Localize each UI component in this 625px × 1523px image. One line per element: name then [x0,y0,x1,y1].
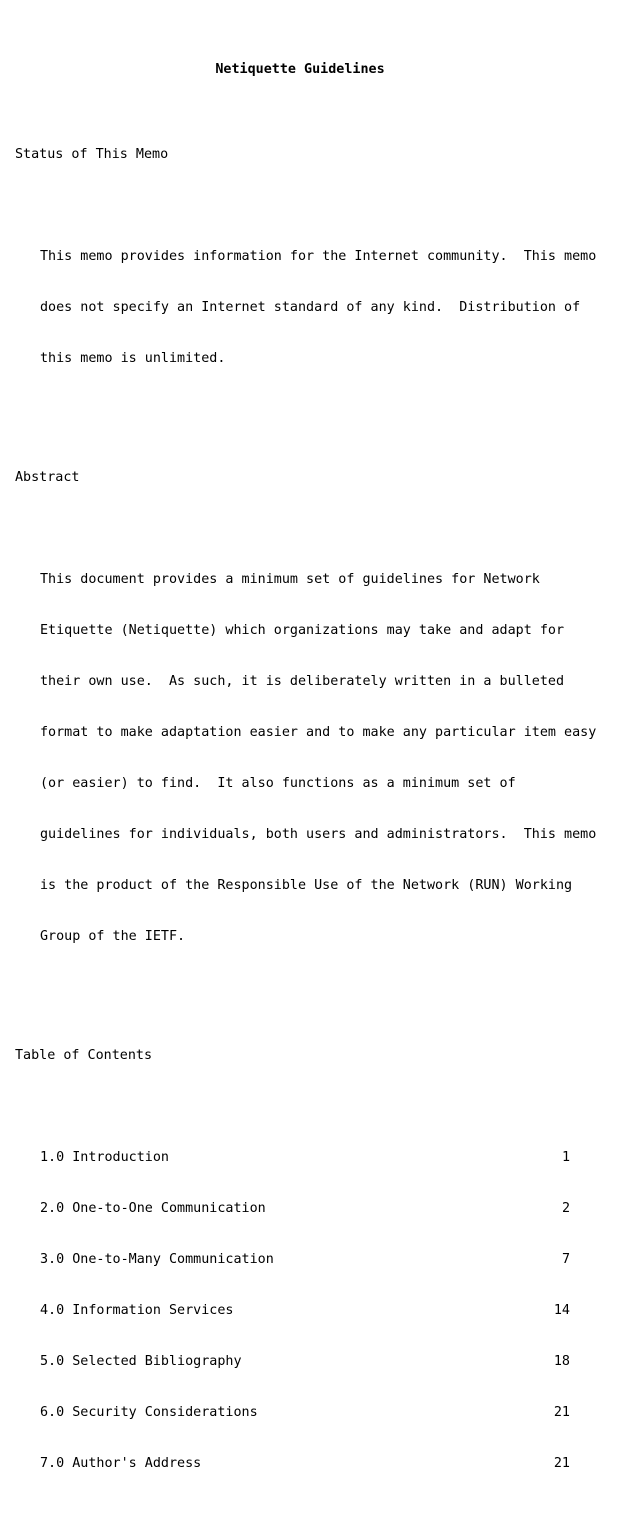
document [15,27,610,1523]
toc-entry-label: 1.0 Introduction [40,1150,169,1165]
table-of-contents [15,1115,570,1506]
toc-entry-page: 18 [553,1354,570,1369]
toc-entry-page: 2 [561,1201,570,1216]
abstract-line: their own use. As such, it is deliberately written in a bulleted [40,674,565,689]
status-line: this memo is unlimited. [40,351,226,366]
toc-entry-label: 3.0 One-to-Many Communication [40,1252,274,1267]
status-heading: Status of This Memo [15,147,169,162]
toc-entry-label: 6.0 Security Considerations [40,1405,258,1420]
toc-entry-page: 7 [561,1252,570,1267]
status-line: This memo provides information for the Internet community. This memo [40,249,597,264]
toc-entry-label: 4.0 Information Services [40,1303,234,1318]
toc-entry-page: 21 [553,1405,570,1420]
status-paragraph [15,214,610,401]
abstract-line: (or easier) to find. It also functions as a minimum set of [40,776,516,791]
toc-entry [40,1149,570,1166]
toc-entry [40,1404,570,1421]
toc-entry [40,1455,570,1472]
abstract-line: is the product of the Responsible Use of the Network (RUN) Working [40,878,573,893]
toc-entry-label: 7.0 Author's Address [40,1456,202,1471]
toc-entry [40,1251,570,1268]
abstract-line: Group of the IETF. [40,929,186,944]
document-title: Netiquette Guidelines [215,62,385,77]
abstract-line: guidelines for individuals, both users and administrators. This memo [40,827,597,842]
toc-entry-page: 21 [553,1456,570,1471]
toc-entry [40,1353,570,1370]
toc-entry-page: 14 [553,1303,570,1318]
abstract-paragraph [15,537,610,979]
abstract-line: Etiquette (Netiquette) which organizations may take and adapt for [40,623,565,638]
abstract-heading: Abstract [15,470,80,485]
toc-entry [40,1200,570,1217]
toc-entry-label: 5.0 Selected Bibliography [40,1354,242,1369]
abstract-line: This document provides a minimum set of guidelines for Network [40,572,540,587]
toc-entry [40,1302,570,1319]
toc-entry-label: 2.0 One-to-One Communication [40,1201,266,1216]
toc-heading: Table of Contents [15,1048,153,1063]
status-line: does not specify an Internet standard of any kind. Distribution of [40,300,581,315]
abstract-line: format to make adaptation easier and to make any particular item easy [40,725,597,740]
toc-entry-page: 1 [561,1150,570,1165]
